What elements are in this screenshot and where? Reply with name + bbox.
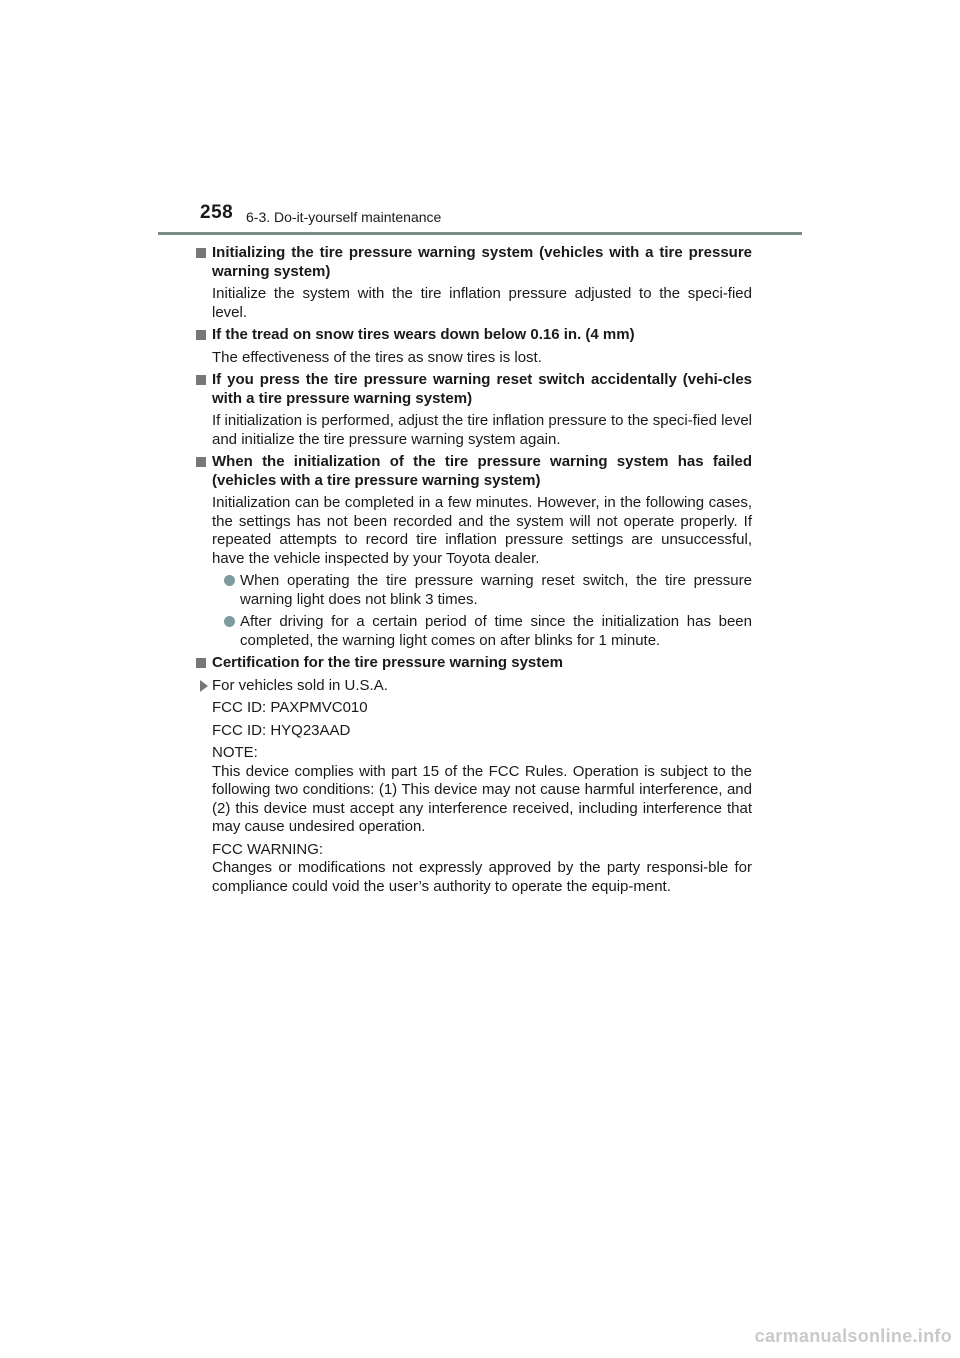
warning-block	[196, 841, 752, 897]
circle-bullet-icon	[224, 616, 235, 627]
heading-snow-tires	[196, 326, 752, 345]
heading-certification	[196, 654, 752, 673]
heading-text: When the initialization of the tire pressure warning system has failed (vehicles with a tire pressure warning system)	[212, 453, 752, 489]
region-text: For vehicles sold in U.S.A.	[212, 676, 388, 694]
heading-reset-switch	[196, 371, 752, 408]
paragraph: If initialization is performed, adjust the tire inflation pressure to the speci-fied level and initialize the tire pressure warning system again.	[212, 412, 752, 448]
square-bullet-icon	[196, 330, 206, 340]
note-label: NOTE:	[212, 744, 258, 761]
square-bullet-icon	[196, 248, 206, 258]
warning-text: Changes or modifications not expressly approved by the party responsi-ble for compliance could void the user’s authority to operate the equip-ment.	[212, 859, 752, 895]
heading-text: If you press the tire pressure warning reset switch accidentally (vehi-cles with a tire pressure warning system)	[212, 371, 752, 407]
list-item	[196, 572, 752, 609]
page-number: 258	[200, 202, 234, 223]
square-bullet-icon	[196, 375, 206, 385]
square-bullet-icon	[196, 457, 206, 467]
page-header	[0, 0, 960, 240]
paragraph: Initialization can be completed in a few minutes. However, in the following cases, the settings has not been recorded and the system will not operate properly. If repeated attempts to record tire inflation pressure settings are unsuccessful, have the vehicle inspected by your Toyota dealer.	[212, 494, 752, 567]
fcc-id-line: FCC ID: HYQ23AAD	[212, 721, 351, 739]
list-item-text: After driving for a certain period of time since the initialization has been completed, the warning light comes on after blinks for 1 minute.	[240, 613, 752, 649]
page-content	[196, 240, 752, 900]
list-item	[196, 613, 752, 650]
heading-text: Initializing the tire pressure warning system (vehicles with a tire pressure warning system)	[212, 244, 752, 280]
heading-initializing	[196, 244, 752, 281]
note-block	[196, 744, 752, 837]
circle-bullet-icon	[224, 575, 235, 586]
heading-text: If the tread on snow tires wears down below 0.16 in. (4 mm)	[212, 326, 635, 343]
paragraph: The effectiveness of the tires as snow tires is lost.	[212, 348, 542, 366]
note-text: This device complies with part 15 of the FCC Rules. Operation is subject to the following two conditions: (1) This device may not cause harmful interference, and (2) this device must accept any interference received, including interference that may cause undesired operation.	[212, 762, 752, 835]
warning-label: FCC WARNING:	[212, 840, 324, 858]
header-rule	[158, 232, 802, 235]
heading-text: Certification for the tire pressure warning system	[212, 654, 563, 671]
paragraph: Initialize the system with the tire inflation pressure adjusted to the speci-fied level.	[212, 285, 752, 321]
region-item	[196, 677, 752, 696]
square-bullet-icon	[196, 658, 206, 668]
watermark: carmanualsonline.info	[754, 1326, 952, 1346]
section-title: 6-3. Do-it-yourself maintenance	[246, 209, 442, 225]
list-item-text: When operating the tire pressure warning reset switch, the tire pressure warning light does not blink 3 times.	[240, 572, 752, 608]
heading-initialization-failed	[196, 453, 752, 490]
triangle-right-icon	[200, 680, 208, 692]
fcc-id-line: FCC ID: PAXPMVC010	[212, 699, 368, 716]
